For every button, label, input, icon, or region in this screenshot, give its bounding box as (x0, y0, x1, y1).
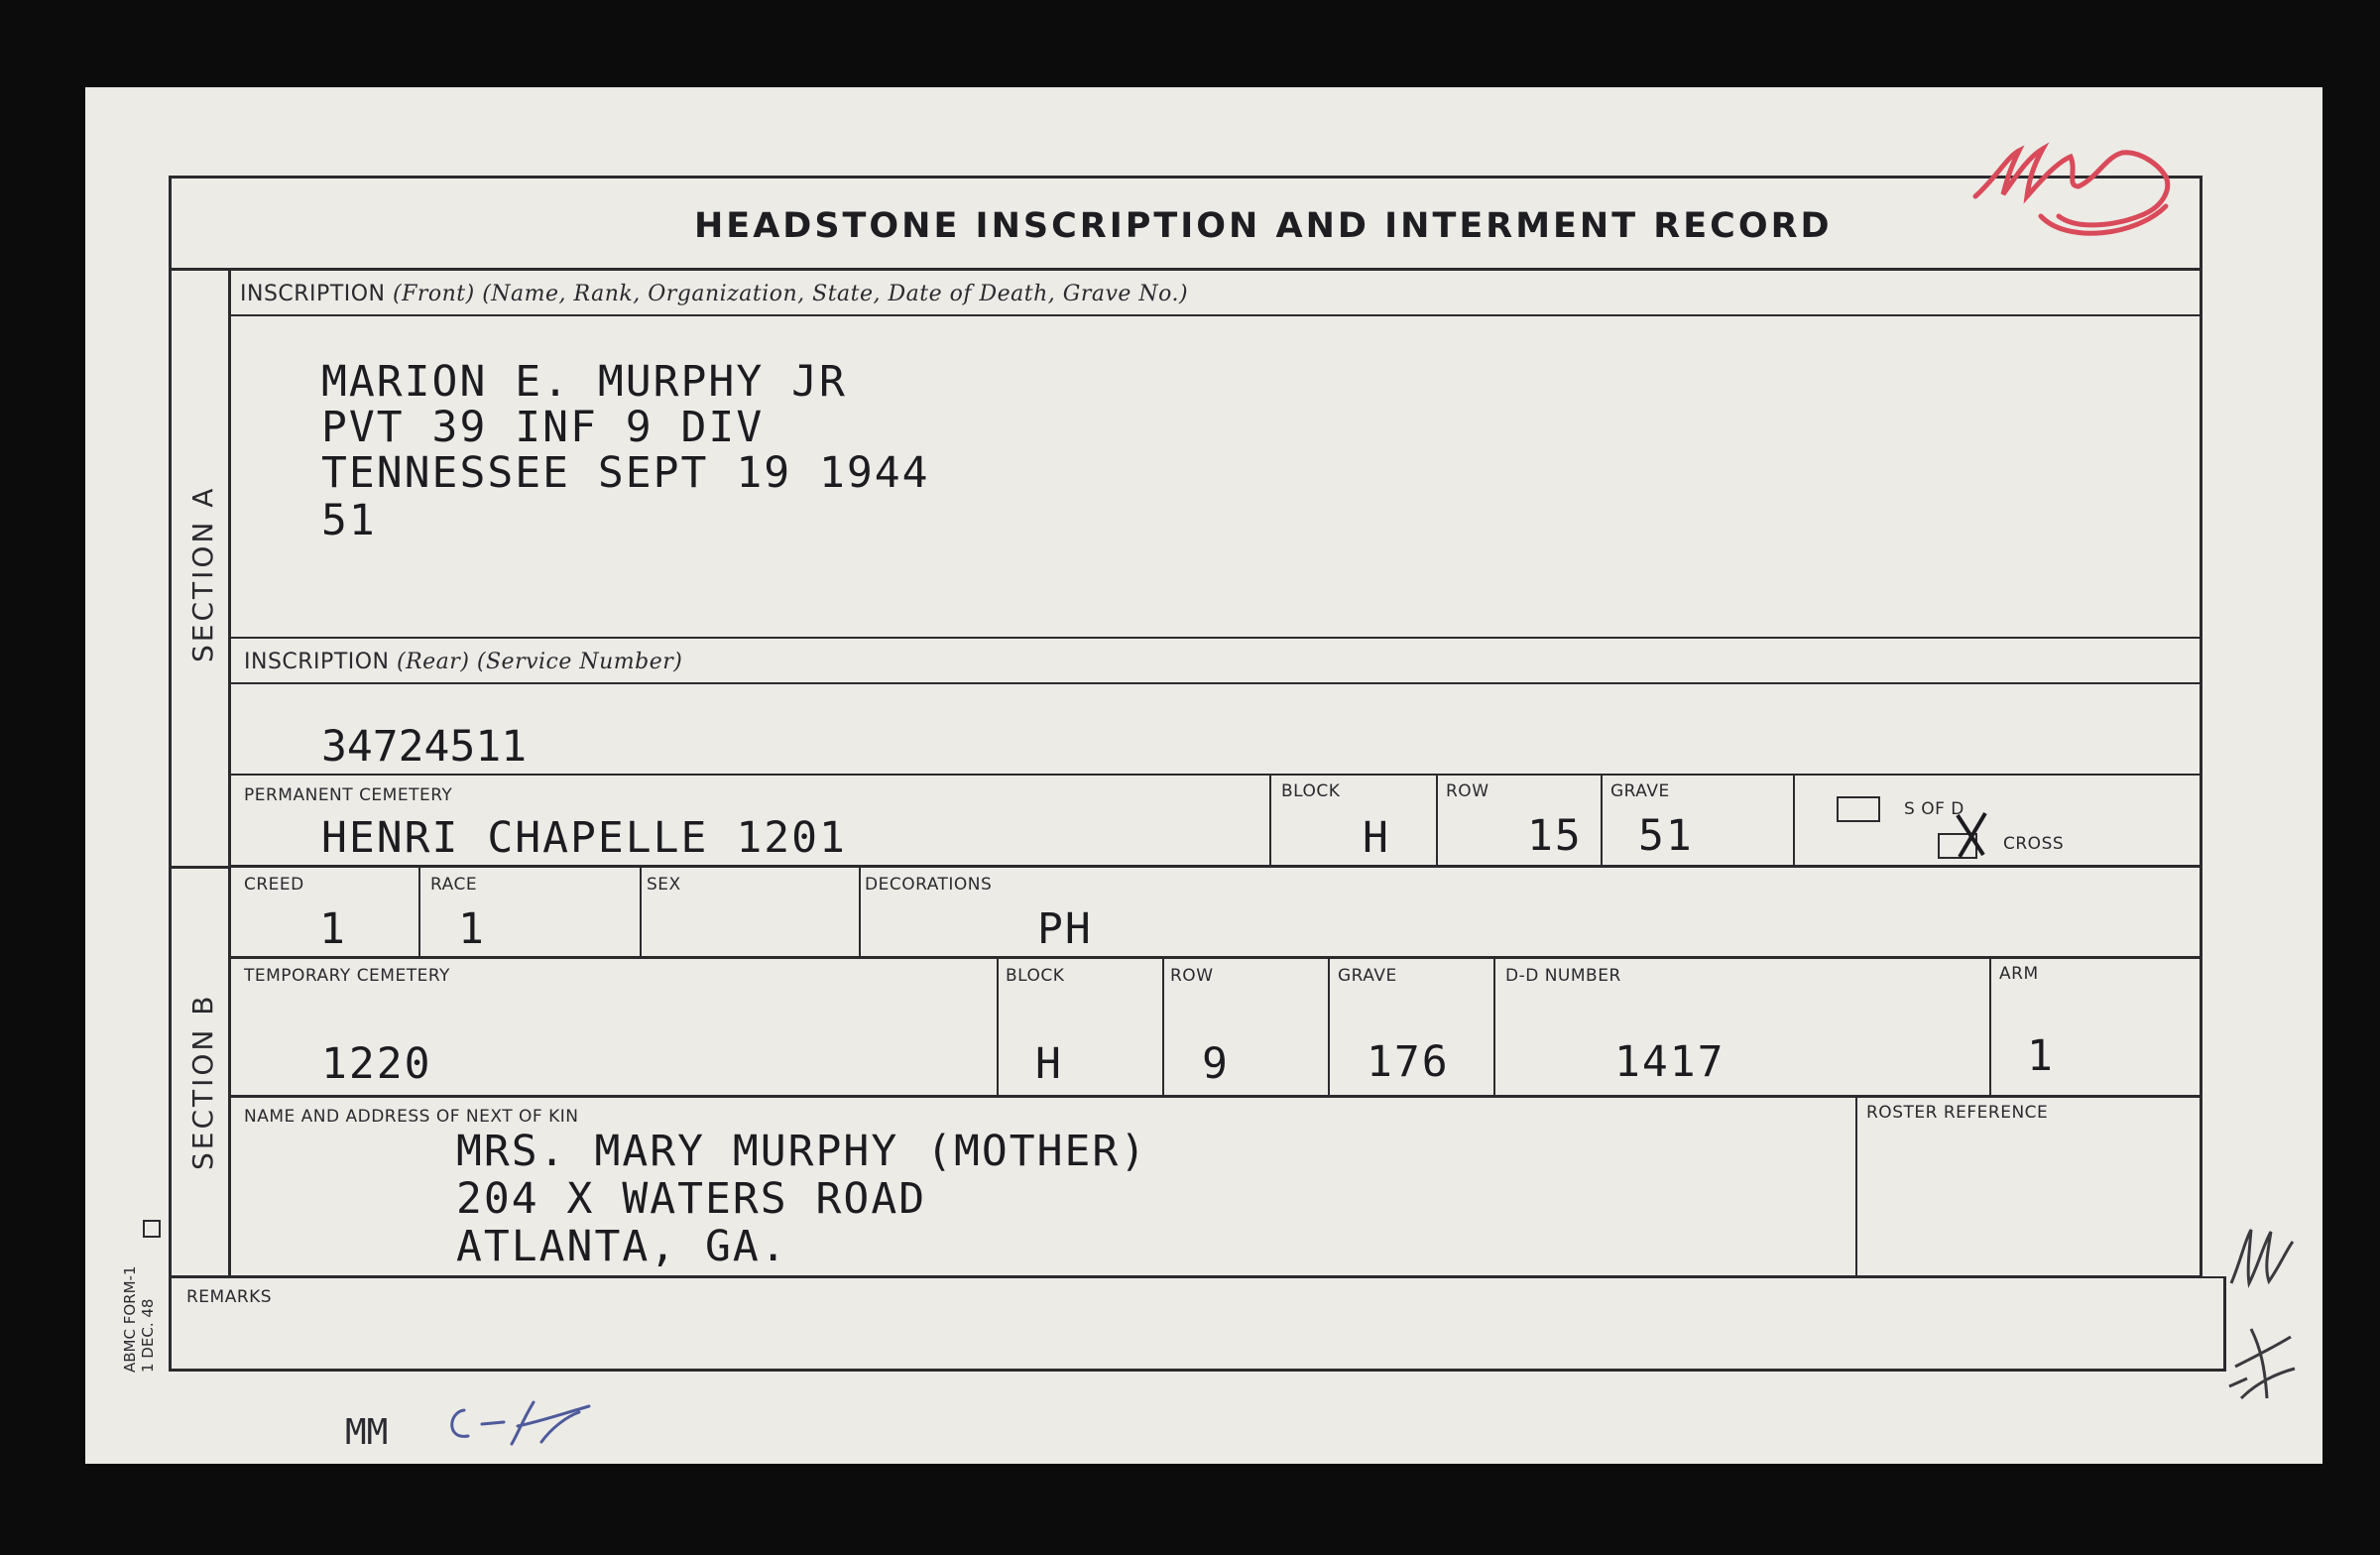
perm-row-value: 15 (1527, 811, 1583, 861)
pencil-scribble-icon (2221, 1210, 2305, 1438)
front-inscription-label-plain: INSCRIPTION (240, 282, 394, 306)
cross-label: CROSS (2003, 834, 2065, 854)
arm-label: ARM (1999, 964, 2039, 984)
temp-block-divider (997, 958, 999, 1097)
perm-grave-label: GRAVE (1610, 781, 1670, 801)
race-label: RACE (430, 875, 478, 895)
form-title: HEADSTONE INSCRIPTION AND INTERMENT RECORD (694, 206, 1833, 246)
next-of-kin-line-3: ATLANTA, GA. (456, 1222, 788, 1271)
section-divider (169, 866, 230, 869)
red-scribble-icon (1967, 127, 2198, 254)
frame-left (169, 176, 172, 1372)
rear-label-divider (230, 682, 2202, 684)
roster-divider (1855, 1097, 1857, 1277)
title-divider (169, 268, 2202, 271)
blue-handwriting-icon (442, 1392, 611, 1452)
creed-label: CREED (244, 875, 304, 895)
front-line-2: PVT 39 INF 9 DIV (321, 403, 765, 452)
front-inscription-label (240, 282, 1188, 306)
arm-divider (1989, 958, 1991, 1097)
sex-label: SEX (647, 875, 681, 895)
perm-grave-value: 51 (1638, 811, 1694, 861)
decorations-divider (859, 867, 861, 958)
perm-row-divider (1436, 775, 1438, 866)
sofd-checkbox[interactable] (1837, 796, 1880, 822)
decorations-label: DECORATIONS (865, 875, 993, 895)
temp-row-value: 9 (1202, 1039, 1230, 1089)
cross-check-mark (1952, 809, 1991, 861)
perm-block-label: BLOCK (1281, 781, 1341, 801)
front-line-3: TENNESSEE SEPT 19 1944 (321, 448, 930, 498)
decorations-row-bottom (230, 956, 2202, 959)
section-a-label: SECTION A (186, 485, 219, 662)
bottom-blue-handwriting (442, 1392, 611, 1452)
front-label-divider (230, 314, 2202, 316)
race-divider (418, 867, 420, 958)
next-of-kin-line-2: 204 X WATERS ROAD (456, 1174, 927, 1224)
front-line-4: 51 (321, 496, 377, 545)
temp-block-value: H (1035, 1039, 1063, 1089)
kin-row-bottom (169, 1275, 2202, 1278)
temp-row-bottom (230, 1095, 2202, 1098)
sofd-label: S OF D (1904, 799, 1964, 819)
permanent-cemetery-value: HENRI CHAPELLE 1201 (321, 813, 847, 863)
permanent-cemetery-label: PERMANENT CEMETERY (244, 785, 453, 805)
temp-grave-divider (1328, 958, 1330, 1097)
marker-divider (1793, 775, 1795, 866)
cemetery-row-top (230, 774, 2202, 776)
frame-bottom (169, 1369, 2226, 1372)
temp-grave-value: 176 (1367, 1037, 1450, 1087)
front-inscription-label-italic: (Front) (Name, Rank, Organization, State, Date of Death, Grave No.) (393, 282, 1189, 306)
temp-row-divider (1162, 958, 1164, 1097)
frame-top (169, 176, 2202, 179)
form-id-line-2: 1 DEC. 48 (139, 1298, 157, 1373)
service-number: 34724511 (321, 722, 528, 772)
temp-block-label: BLOCK (1006, 966, 1065, 986)
temp-row-label: ROW (1170, 966, 1214, 986)
x-mark-icon (1952, 809, 1991, 861)
cemetery-row-bottom (230, 865, 2202, 868)
rear-inscription-label-italic: (Rear) (Service Number) (397, 650, 683, 674)
form-id-line-1: ABMC FORM-1 (121, 1265, 139, 1373)
rear-top-divider (230, 637, 2202, 639)
sex-divider (640, 867, 642, 958)
perm-block-divider (1269, 775, 1271, 866)
form-id (121, 1266, 157, 1374)
dd-number-label: D-D NUMBER (1505, 966, 1621, 986)
temporary-cemetery-value: 1220 (321, 1039, 432, 1089)
rear-inscription-label (244, 650, 682, 674)
section-b-label: SECTION B (186, 993, 219, 1170)
dd-number-value: 1417 (1614, 1037, 1726, 1087)
perm-row-label: ROW (1446, 781, 1489, 801)
next-of-kin-line-1: MRS. MARY MURPHY (MOTHER) (456, 1127, 1148, 1176)
dd-number-divider (1493, 958, 1495, 1097)
temp-grave-label: GRAVE (1338, 966, 1397, 986)
creed-value: 1 (319, 904, 347, 954)
perm-grave-divider (1601, 775, 1603, 866)
roster-reference-label: ROSTER REFERENCE (1866, 1103, 2049, 1123)
perm-block-value: H (1363, 813, 1390, 863)
gray-scribble-right (2221, 1210, 2305, 1438)
remarks-label: REMARKS (186, 1287, 273, 1307)
form-id-checkbox[interactable] (143, 1220, 161, 1238)
next-of-kin-label: NAME AND ADDRESS OF NEXT OF KIN (244, 1107, 579, 1127)
temporary-cemetery-label: TEMPORARY CEMETERY (244, 966, 450, 986)
red-scribble-mark (1967, 127, 2198, 254)
front-line-1: MARION E. MURPHY JR (321, 357, 847, 407)
frame-right (2200, 176, 2202, 1276)
race-value: 1 (458, 904, 486, 954)
arm-value: 1 (2027, 1031, 2055, 1081)
decorations-value: PH (1037, 904, 1093, 954)
rear-inscription-label-plain: INSCRIPTION (244, 650, 398, 674)
bottom-initials: MM (345, 1412, 389, 1453)
